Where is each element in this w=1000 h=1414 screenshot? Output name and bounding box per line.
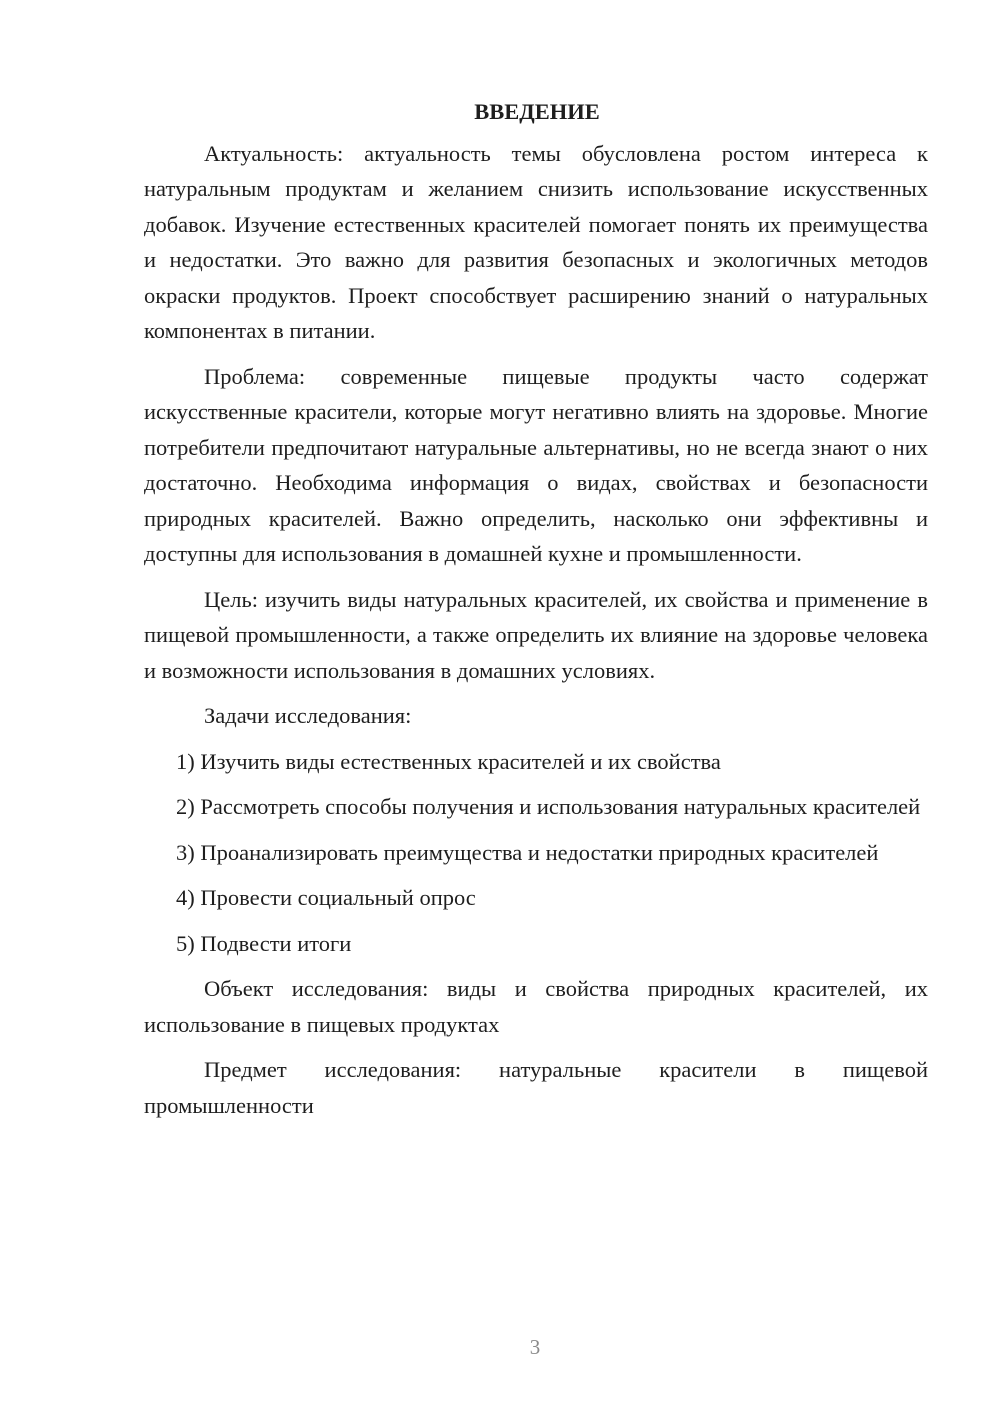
page-number: 3 bbox=[529, 1335, 541, 1359]
page-content bbox=[144, 94, 928, 1133]
section-heading: ВВЕДЕНИЕ bbox=[474, 99, 600, 124]
task-item: 1) Изучить виды естественных красителей и их свойства bbox=[176, 748, 721, 774]
problem-paragraph: Проблема: современные пищевые продукты часто содержат искусственные красители, которые могут негативно влиять на здоровье. Многие потребители предпочитают натуральные альтернативы, но не всегда знают о них достаточно. Необходима информация о видах, свойствах и безопасности природных красителей. Важно определить, насколько они эффективны и доступны для использования в домашней кухне и промышленности. bbox=[144, 363, 928, 566]
tasks-heading: Задачи исследования: bbox=[204, 703, 412, 728]
task-item: 3) Проанализировать преимущества и недостатки природных красителей bbox=[176, 839, 879, 865]
task-item: 5) Подвести итоги bbox=[176, 930, 352, 956]
goal-paragraph: Цель: изучить виды натуральных красителей, их свойства и применение в пищевой промышленности, а также определить их влияние на здоровье человека и возможности использования в домашних условиях. bbox=[144, 586, 928, 683]
task-item: 2) Рассмотреть способы получения и использования натуральных красителей bbox=[176, 794, 921, 819]
relevance-paragraph: Актуальность: актуальность темы обусловлена ростом интереса к натуральным продуктам и желанием снизить использование искусственных добавок. Изучение естественных красителей помогает понять их преимущества и недостатки. Это важно для развития безопасных и экологичных методов окраски продуктов. Проект способствует расширению знаний о натуральных компонентах в питании. bbox=[144, 140, 928, 343]
task-item: 4) Провести социальный опрос bbox=[176, 885, 476, 910]
subject-paragraph: Предмет исследования: натуральные красители в пищевой промышленности bbox=[144, 1057, 928, 1118]
object-paragraph: Объект исследования: виды и свойства природных красителей, их использование в пищевых продуктах bbox=[144, 976, 928, 1037]
